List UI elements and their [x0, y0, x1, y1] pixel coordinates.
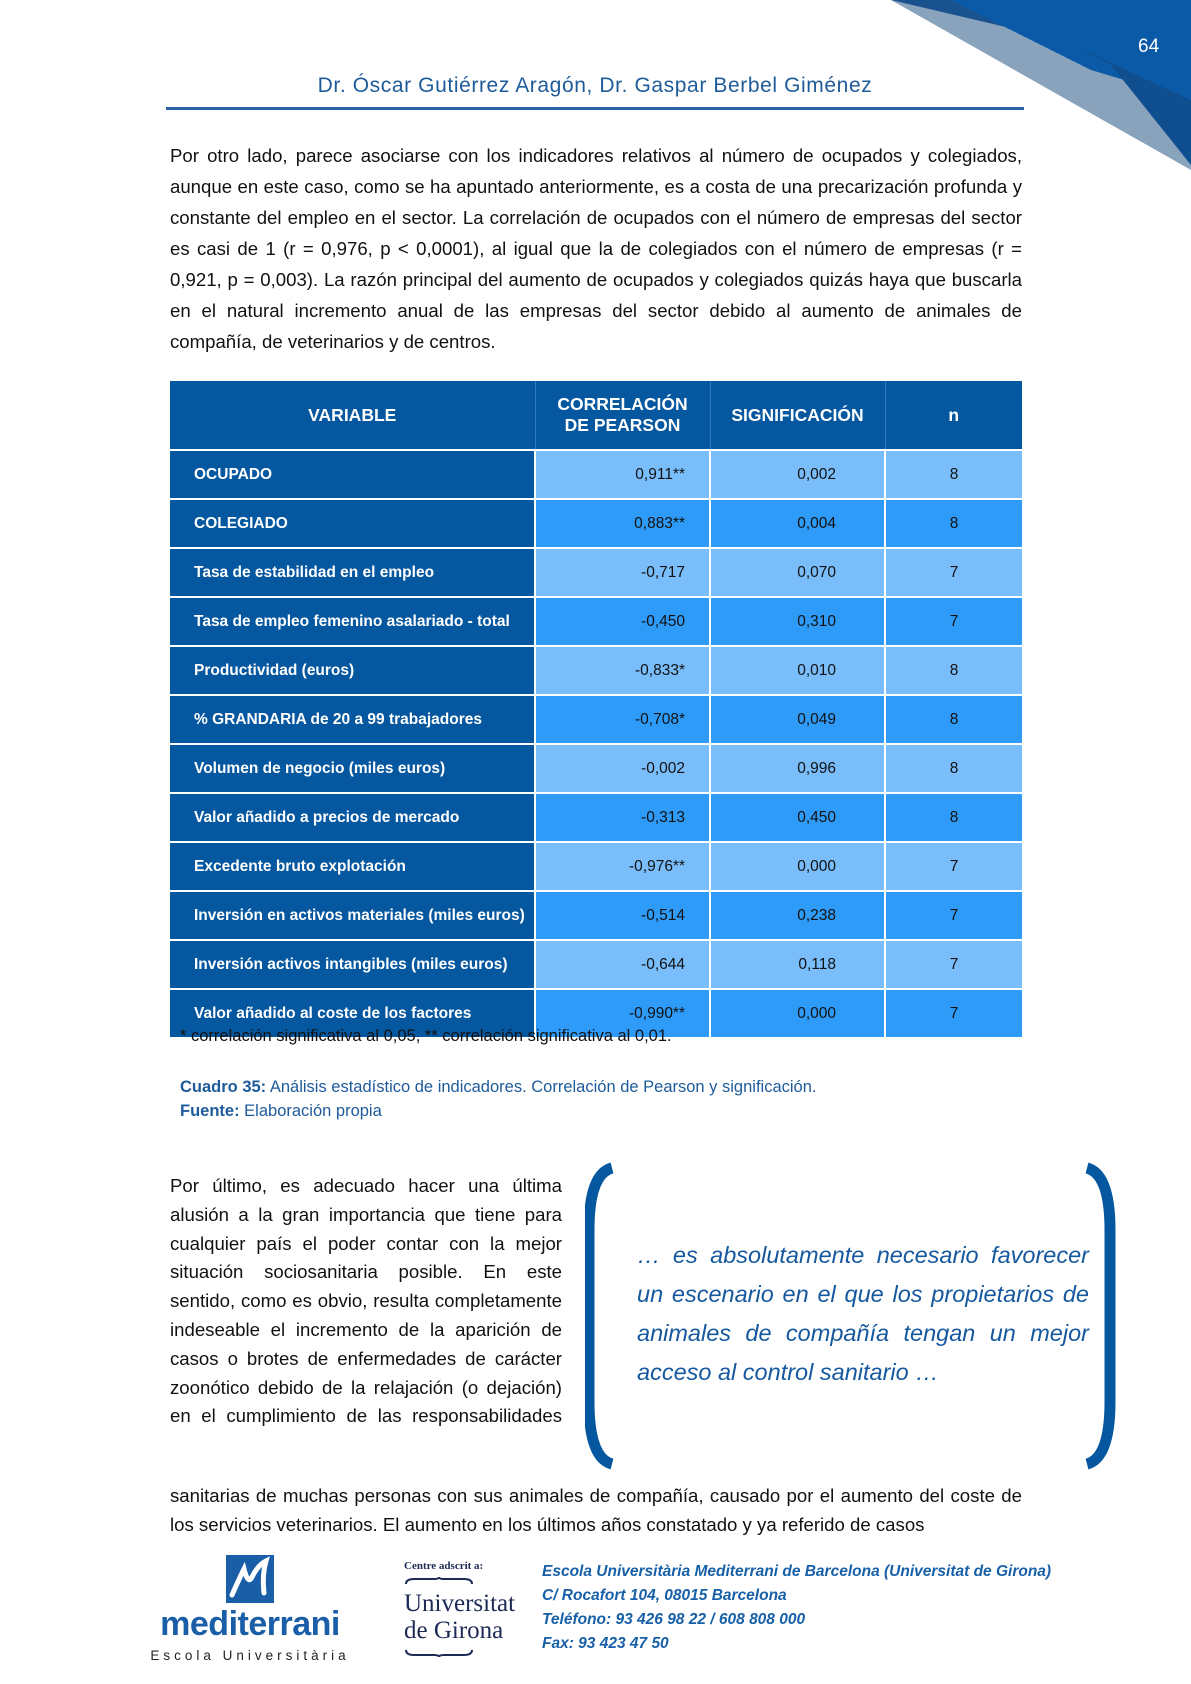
closing-paragraph-left: Por último, es adecuado hacer una última alusión a la gran importancia que tiene para cualquier país el poder contar con la mejor situación sociosanitaria posible. En este sentido, como es obvio, resulta completamente indeseable el incremento de la aparición de casos o brotes de enfermedades de carácter zoonótico debido de la relajación (o dejación) en el cumplimiento de las responsabilidades — [170, 1175, 562, 1427]
cell-n: 8 — [885, 695, 1022, 744]
table-row — [170, 646, 1022, 695]
correlation-table — [170, 381, 1022, 1037]
university-line2: de Girona — [404, 1617, 504, 1644]
cell-significance: 0,000 — [710, 842, 885, 891]
logo-wordmark: mediterrani — [160, 1605, 340, 1643]
table-row — [170, 499, 1022, 548]
cell-correlation: -0,717 — [535, 548, 710, 597]
cell-variable: Tasa de estabilidad en el empleo — [170, 548, 535, 597]
caption-text: Análisis estadístico de indicadores. Correlación de Pearson y significación. — [266, 1078, 817, 1096]
cell-variable: Inversión en activos materiales (miles euros) — [170, 891, 535, 940]
source-text: Elaboración propia — [239, 1102, 382, 1120]
cell-n: 7 — [885, 597, 1022, 646]
cell-n: 8 — [885, 450, 1022, 499]
table-row — [170, 842, 1022, 891]
cell-correlation: -0,514 — [535, 891, 710, 940]
table-row — [170, 793, 1022, 842]
cell-significance: 0,238 — [710, 891, 885, 940]
table-row — [170, 450, 1022, 499]
contact-fax: Fax: 93 423 47 50 — [542, 1635, 669, 1652]
cell-n: 8 — [885, 793, 1022, 842]
cell-significance: 0,996 — [710, 744, 885, 793]
pull-quote: … es absolutamente necesario favorecer un escenario en el que los propietarios de animales de compañía tengan un mejor acceso al control sanitario … — [637, 1242, 1089, 1385]
cell-significance: 0,000 — [710, 989, 885, 1037]
header-correlation-line1: CORRELACIÓN — [557, 394, 688, 414]
table-footnote: * correlación significativa al 0,05, ** correlación significativa al 0,01. — [180, 1027, 672, 1045]
table-caption — [180, 1075, 816, 1123]
cell-variable: Excedente bruto explotación — [170, 842, 535, 891]
contact-phone: Teléfono: 93 426 98 22 / 608 808 000 — [542, 1611, 806, 1628]
cell-significance: 0,049 — [710, 695, 885, 744]
table-row — [170, 597, 1022, 646]
cell-correlation: -0,990** — [535, 989, 710, 1037]
cell-variable: Volumen de negocio (miles euros) — [170, 744, 535, 793]
mediterrani-logo — [140, 1555, 360, 1675]
cell-variable: % GRANDARIA de 20 a 99 trabajadores — [170, 695, 535, 744]
page-number: 64 — [1138, 36, 1160, 57]
table-row — [170, 940, 1022, 989]
cell-significance: 0,070 — [710, 548, 885, 597]
brace-top-icon — [404, 1577, 474, 1585]
cell-significance: 0,310 — [710, 597, 885, 646]
cell-n: 7 — [885, 940, 1022, 989]
logo-m-icon — [226, 1555, 274, 1603]
cell-n: 7 — [885, 842, 1022, 891]
cell-n: 8 — [885, 499, 1022, 548]
brace-bottom-icon — [404, 1649, 474, 1657]
cell-variable: Valor añadido al coste de los factores — [170, 989, 535, 1037]
caption-label: Cuadro 35: — [180, 1078, 267, 1096]
cell-variable: Valor añadido a precios de mercado — [170, 793, 535, 842]
cell-n: 8 — [885, 744, 1022, 793]
cell-correlation: -0,313 — [535, 793, 710, 842]
cell-n: 8 — [885, 646, 1022, 695]
closing-paragraph-full: sanitarias de muchas personas con sus animales de compañía, causado por el aumento del coste de los servicios veterinarios. El aumento en los últimos años constatado y ya referido de casos — [170, 1485, 1022, 1535]
running-header: Dr. Óscar Gutiérrez Aragón, Dr. Gaspar Berbel Giménez — [317, 74, 873, 97]
cell-significance: 0,004 — [710, 499, 885, 548]
cell-correlation: -0,833* — [535, 646, 710, 695]
header-significance: SIGNIFICACIÓN — [710, 381, 885, 450]
cell-significance: 0,002 — [710, 450, 885, 499]
contact-institution: Escola Universitària Mediterrani de Barcelona (Universitat de Girona) — [542, 1563, 1052, 1580]
cell-variable: Productividad (euros) — [170, 646, 535, 695]
udg-logo — [404, 1560, 534, 1670]
cell-variable: Inversión activos intangibles (miles euros) — [170, 940, 535, 989]
contact-address: C/ Rocafort 104, 08015 Barcelona — [542, 1587, 787, 1604]
header-variable: VARIABLE — [170, 381, 535, 450]
header-rule — [166, 107, 1024, 110]
cell-significance: 0,010 — [710, 646, 885, 695]
table-row — [170, 891, 1022, 940]
cell-correlation: -0,644 — [535, 940, 710, 989]
cell-significance: 0,450 — [710, 793, 885, 842]
table-row — [170, 548, 1022, 597]
cell-correlation: -0,976** — [535, 842, 710, 891]
cell-n: 7 — [885, 891, 1022, 940]
table-row — [170, 744, 1022, 793]
cell-variable: Tasa de empleo femenino asalariado - total — [170, 597, 535, 646]
cell-variable: COLEGIADO — [170, 499, 535, 548]
cell-correlation: -0,450 — [535, 597, 710, 646]
cell-n: 7 — [885, 548, 1022, 597]
intro-paragraph: Por otro lado, parece asociarse con los indicadores relativos al número de ocupados y colegiados, aunque en este caso, como se ha apuntado anteriormente, es a costa de una precarización profunda y constante del empleo en el sector. La correlación de ocupados con el número de empresas del sector es casi de 1 (r = 0,976, p < 0,0001), al igual que la de colegiados con el número de empresas (r = 0,921, p = 0,003). La razón principal del aumento de ocupados y colegiados quizás haya que buscarla en el natural incremento anual de las empresas del sector debido al aumento de animales de compañía, de veterinarios y de centros. — [170, 145, 1022, 352]
header-correlation-line2: DE PEARSON — [564, 415, 681, 435]
affiliation-label: Centre adscrit a: — [404, 1560, 484, 1572]
table-body — [170, 450, 1022, 1037]
university-line1: Universitat — [404, 1590, 516, 1617]
cell-correlation: -0,708* — [535, 695, 710, 744]
footer-contact — [542, 1560, 1051, 1656]
cell-correlation: -0,002 — [535, 744, 710, 793]
source-label: Fuente: — [180, 1102, 240, 1120]
table-row — [170, 695, 1022, 744]
cell-correlation: 0,911** — [535, 450, 710, 499]
table-header-row — [170, 381, 1022, 450]
header-correlation — [535, 381, 710, 450]
logo-subtitle: Escola Universitària — [150, 1648, 350, 1663]
cell-variable: OCUPADO — [170, 450, 535, 499]
cell-n: 7 — [885, 989, 1022, 1037]
cell-significance: 0,118 — [710, 940, 885, 989]
header-n: n — [885, 381, 1022, 450]
cell-correlation: 0,883** — [535, 499, 710, 548]
